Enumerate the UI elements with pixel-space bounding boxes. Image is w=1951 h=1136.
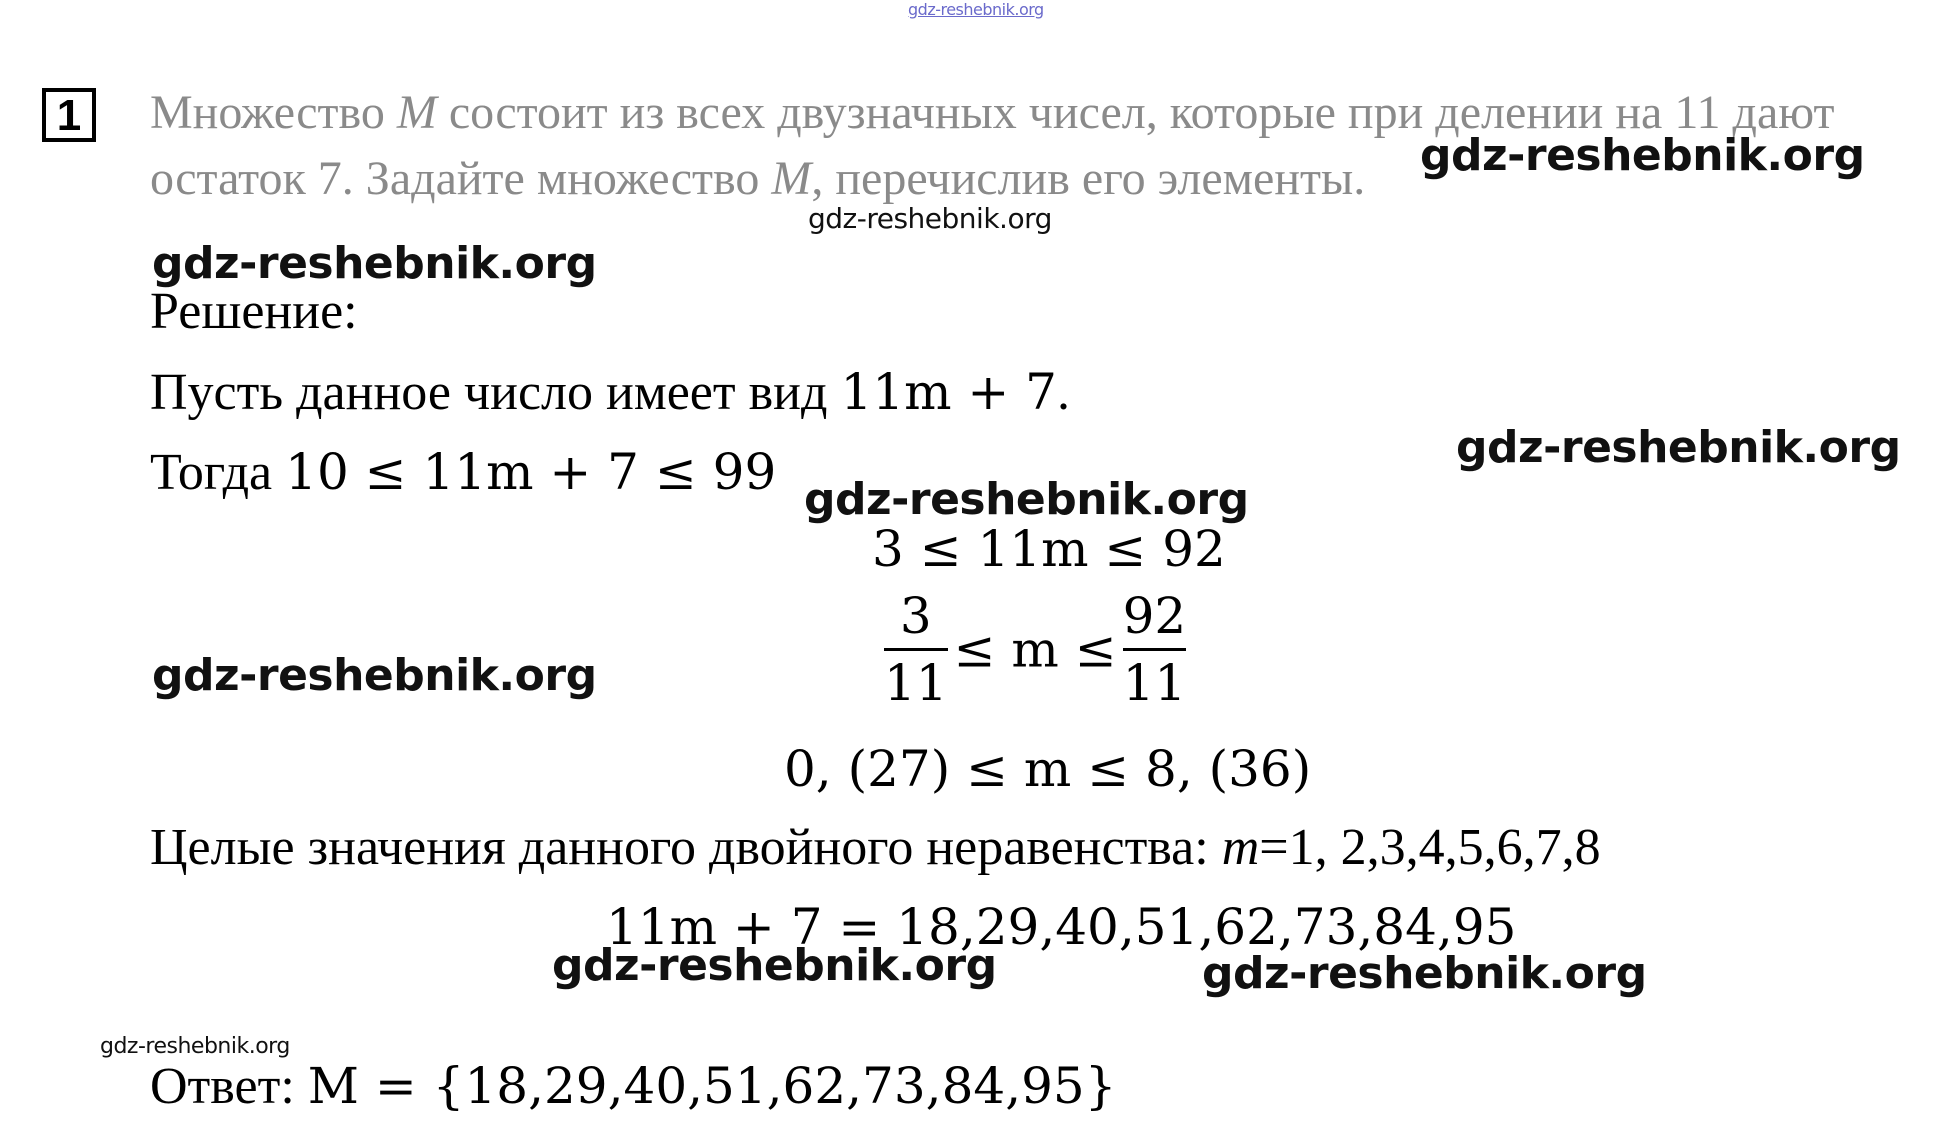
integer-values-var: m bbox=[1221, 819, 1260, 876]
solution-line-1 bbox=[150, 362, 1070, 423]
watermark[interactable]: gdz-reshebnik.org bbox=[152, 238, 597, 289]
fraction-left-bar bbox=[884, 648, 948, 651]
solution-line-1-text: Пусть данное число имеет вид bbox=[150, 364, 841, 421]
fraction-left-numerator: 3 bbox=[899, 587, 932, 645]
integer-values-list: =1, 2,3,4,5,6,7,8 bbox=[1259, 819, 1601, 876]
fraction-left-denominator: 11 bbox=[884, 654, 948, 712]
computed-values: 11m + 7 = 18,29,40,51,62,73,84,95 bbox=[606, 898, 1517, 956]
task-var-m: M bbox=[396, 86, 437, 139]
watermark[interactable]: gdz-reshebnik.org bbox=[1456, 422, 1901, 473]
fraction-right bbox=[1123, 588, 1187, 711]
watermark[interactable]: gdz-reshebnik.org bbox=[100, 1034, 290, 1059]
watermark[interactable]: gdz-reshebnik.org bbox=[1420, 130, 1865, 181]
solution-line-6 bbox=[150, 818, 1601, 878]
solution-line-1-end: . bbox=[1056, 364, 1070, 421]
task-line-2-end: , перечислив его элементы. bbox=[811, 152, 1366, 205]
inequality-2: 3 ≤ 11m ≤ 92 bbox=[872, 520, 1226, 578]
answer-label: Ответ: bbox=[150, 1058, 308, 1115]
answer-line bbox=[150, 1056, 1117, 1117]
answer-set: M = {18,29,40,51,62,73,84,95} bbox=[307, 1057, 1117, 1115]
task-var-m: M bbox=[771, 152, 812, 205]
fraction-inequality bbox=[878, 588, 1192, 711]
inequality-1: 10 ≤ 11m + 7 ≤ 99 bbox=[285, 443, 777, 501]
integer-values-text: Целые значения данного двойного неравенства: bbox=[150, 819, 1222, 876]
fraction-right-denominator: 11 bbox=[1122, 654, 1187, 712]
solution-line-2 bbox=[150, 442, 776, 503]
watermark[interactable]: gdz-reshebnik.org bbox=[808, 202, 1052, 235]
fraction-right-bar bbox=[1123, 648, 1187, 651]
fraction-middle: ≤ m ≤ bbox=[953, 620, 1117, 679]
task-number-box: 1 bbox=[42, 88, 96, 142]
watermark[interactable]: gdz-reshebnik.org bbox=[1202, 948, 1647, 999]
fraction-left bbox=[884, 588, 948, 711]
fraction-right-numerator: 92 bbox=[1122, 587, 1187, 645]
task-line-1-start: Множество bbox=[150, 86, 397, 139]
watermark-top[interactable]: gdz-reshebnik.org bbox=[908, 0, 1044, 19]
watermark[interactable]: gdz-reshebnik.org bbox=[152, 650, 597, 701]
expression-11m-plus-7: 11m + 7 bbox=[840, 363, 1057, 421]
solution-line-2-text: Тогда bbox=[150, 444, 286, 501]
watermark[interactable]: gdz-reshebnik.org bbox=[804, 474, 1249, 525]
solution-heading: Решение: bbox=[150, 283, 358, 340]
task-line-2-start: остаток 7. Задайте множество bbox=[150, 152, 772, 205]
watermark[interactable]: gdz-reshebnik.org bbox=[552, 940, 997, 991]
task-line-1-end: состоит из всех двузначных чисел, которые при делении на 11 дают bbox=[436, 86, 1835, 139]
inequality-decimal: 0, (27) ≤ m ≤ 8, (36) bbox=[784, 740, 1312, 798]
